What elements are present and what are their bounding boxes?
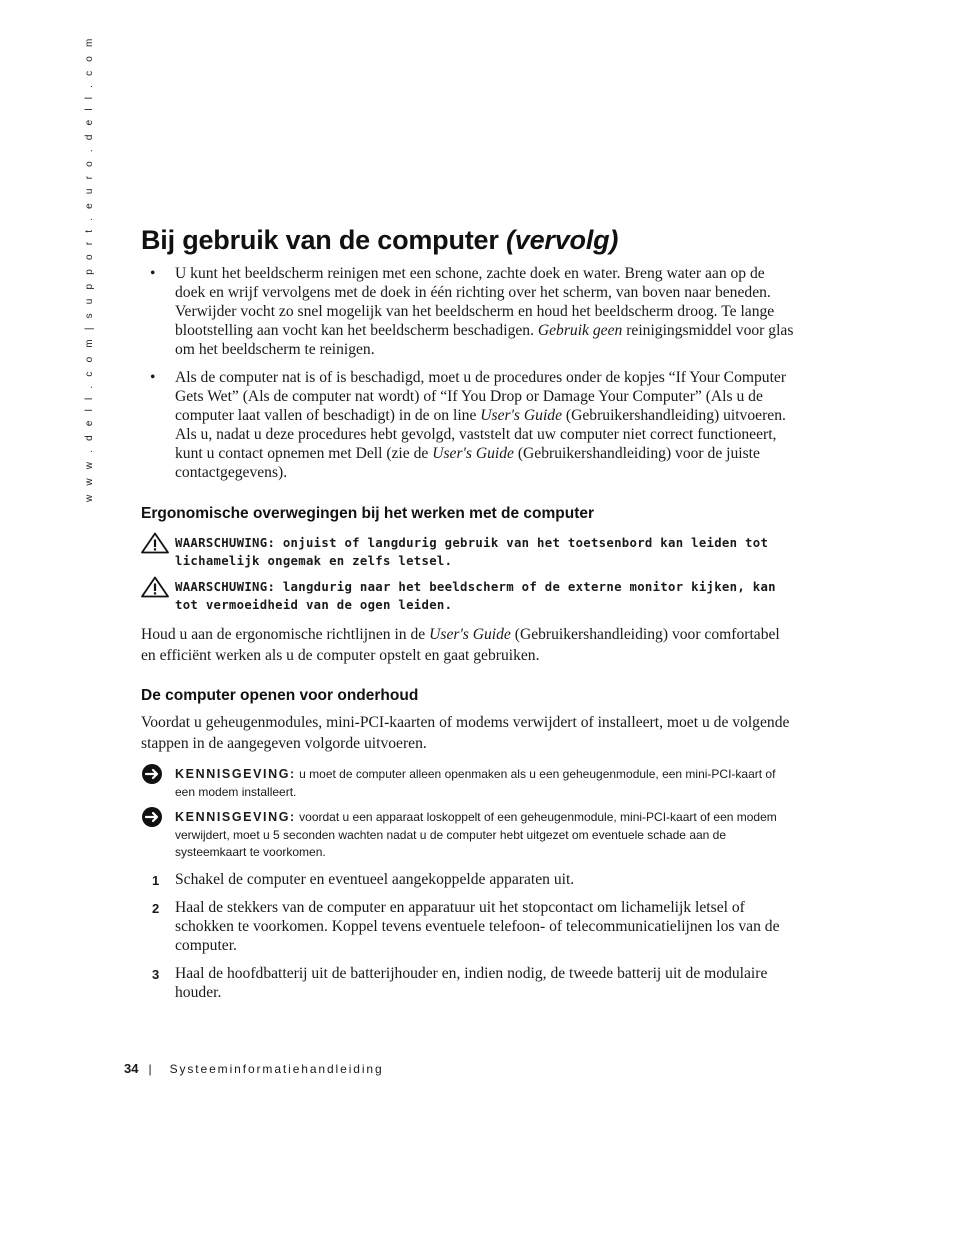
bullet-emphasis: User's Guide — [432, 445, 514, 462]
notice-icon — [141, 806, 167, 833]
step-text: Haal de hoofdbatterij uit de batterijhouder en, indien nodig, de tweede batterij uit de modulaire houder. — [175, 964, 768, 1001]
warning-text: WAARSCHUWING: onjuist of langdurig gebruik van het toetsenbord kan leiden tot lichamelijk ongemak en zelfs letsel. — [175, 536, 769, 568]
paragraph-emphasis: User's Guide — [429, 626, 511, 643]
list-item — [141, 964, 796, 1002]
warning-triangle-icon — [141, 532, 169, 559]
list-item — [141, 870, 796, 889]
bullet-text: (Gebruikershandleiding) uitvoeren. Als u, nadat u deze procedures hebt gevolgd, vaststelt dat uw computer niet correct functioneert, kunt u contact opnemen met Dell (zie de — [175, 407, 786, 462]
paragraph-text: Houd u aan de ergonomische richtlijnen in de — [141, 626, 430, 643]
steps-list — [141, 870, 796, 1002]
list-item — [141, 898, 796, 955]
step-number: 3 — [152, 966, 160, 982]
page-footer — [124, 1061, 384, 1076]
bullet-emphasis: Gebruik geen — [537, 322, 623, 339]
bullet-text: Als de computer nat is of is beschadigd, moet u de procedures onder de kopjes “If Your Computer Gets Wet” (Als de computer nat wordt) of “If You Drop or Damage Your Computer” (Als u de computer laat vallen of beschadigt) in de on line — [175, 369, 787, 424]
step-number: 1 — [152, 872, 160, 888]
footer-separator: | — [148, 1062, 152, 1076]
bullet-text: U kunt het beeldscherm reinigen met een schone, zachte doek en water. Breng water aan op de doek en wrijf vervolgens met de doek in één richting over het scherm, van boven naar beneden. Verwijder vocht zo snel mogelijk van het beeldscherm en houd het beeldscherm droog. Te lange blootstelling aan vocht kan het beeldscherm beschadigen. — [175, 265, 775, 339]
section-heading-ergonomics: Ergonomische overwegingen bij het werken met de computer — [141, 505, 595, 522]
step-number: 2 — [152, 900, 160, 916]
notice-text: u moet de computer alleen openmaken als u een geheugenmodule, een mini-PCI-kaart of een modem installeert. — [175, 767, 776, 799]
notice-icon — [141, 763, 167, 790]
footer-doc-title: Systeeminformatiehandleiding — [169, 1062, 384, 1076]
bullet-text: reinigingsmiddel voor glas om het beeldscherm te reinigen. — [175, 322, 794, 358]
notice-label: KENNISGEVING: — [175, 767, 296, 781]
page-title-main: Bij gebruik van de computer — [141, 225, 499, 255]
bullet-symbol: • — [150, 369, 156, 386]
notice-label: KENNISGEVING: — [175, 810, 296, 824]
open-intro-paragraph: Voordat u geheugenmodules, mini-PCI-kaarten of modems verwijdert of installeert, moet u de volgende stappen in de aangegeven volgorde uitvoeren. — [141, 714, 790, 752]
step-text: Haal de stekkers van de computer en apparatuur uit het stopcontact om lichamelijk letsel of schokken te voorkomen. Koppel tevens eventuele telefoon- of telecommunicatielijnen los van de computer. — [175, 898, 780, 954]
page-number: 34 — [124, 1061, 139, 1076]
list-item — [141, 264, 796, 359]
page-title — [141, 222, 796, 258]
side-url: w w w . d e l l . c o m | s u p p o r t . e u r o . d e l l . c o m — [84, 35, 95, 502]
bullet-symbol: • — [150, 265, 156, 282]
step-text: Schakel de computer en eventueel aangekoppelde apparaten uit. — [175, 870, 575, 888]
ergonomics-paragraph — [141, 624, 796, 666]
kennisgeving-notice — [141, 809, 796, 862]
paragraph-text: (Gebruikershandleiding) voor comfortabel en efficiënt werken als u de computer opstelt en gaat gebruiken. — [141, 626, 780, 664]
warning-notice — [141, 535, 796, 570]
list-item — [141, 368, 796, 482]
kennisgeving-notice — [141, 766, 796, 801]
warning-text: WAARSCHUWING: langdurig naar het beeldscherm of de externe monitor kijken, kan tot vermoeidheid van de ogen leiden. — [175, 580, 776, 612]
notice-text: voordat u een apparaat loskoppelt of een geheugenmodule, mini-PCI-kaart of een modem verwijdert, moet u 5 seconden wachten nadat u de computer hebt uitgezet om eventuele schade aan de systeemkaart te voorkomen. — [175, 810, 777, 859]
bullet-emphasis: User's Guide — [480, 407, 563, 424]
page-title-continued: (vervolg) — [506, 225, 619, 255]
warning-notice — [141, 579, 796, 614]
bullet-list — [141, 264, 796, 482]
bullet-text: (Gebruikershandleiding) voor de juiste contactgegevens). — [175, 445, 760, 481]
warning-triangle-icon — [141, 576, 169, 603]
page-content — [141, 222, 796, 1011]
section-heading-open-computer: De computer openen voor onderhoud — [141, 687, 419, 704]
